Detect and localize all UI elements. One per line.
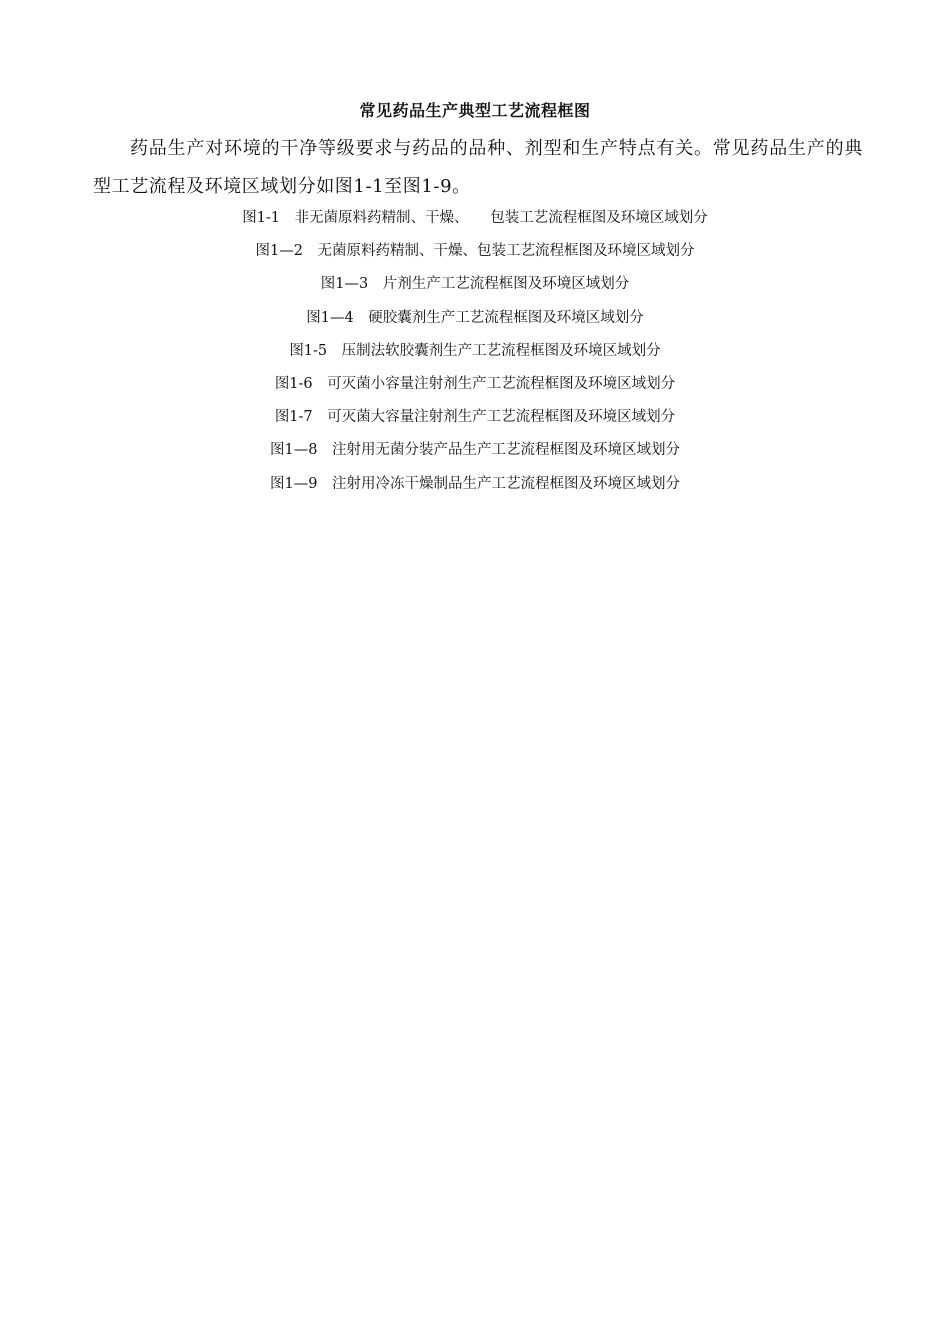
figure-caption-1-8: 图1—8 注射用无菌分装产品生产工艺流程框图及环境区域划分 — [270, 442, 680, 459]
figure-list — [0, 205, 950, 504]
intro-paragraph: 药品生产对环境的干净等级要求与药品的品种、剂型和生产特点有关。常见药品生产的典型工艺流程及环境区域划分如图1-1至图1-9。 — [93, 138, 863, 197]
figure-caption-1-3: 图1—3 片剂生产工艺流程框图及环境区域划分 — [320, 276, 630, 293]
figure-caption-1-4: 图1—4 硬胶囊剂生产工艺流程框图及环境区域划分 — [306, 309, 644, 326]
figure-caption-1-5: 图1-5 压制法软胶囊剂生产工艺流程框图及环境区域划分 — [289, 342, 661, 359]
figure-caption-1-7: 图1-7 可灭菌大容量注射剂生产工艺流程框图及环境区域划分 — [274, 409, 676, 426]
figure-caption-1-9: 图1—9 注射用冷冻干燥制品生产工艺流程框图及环境区域划分 — [270, 475, 680, 492]
figure-caption-1-2: 图1—2 无菌原料药精制、干燥、包装工艺流程框图及环境区域划分 — [255, 243, 695, 260]
document-title: 常见药品生产典型工艺流程框图 — [359, 101, 591, 120]
figure-caption-1-1: 图1-1 非无菌原料药精制、干燥、 包装工艺流程框图及环境区域划分 — [242, 210, 708, 226]
figure-caption-1-6: 图1-6 可灭菌小容量注射剂生产工艺流程框图及环境区域划分 — [274, 375, 676, 392]
